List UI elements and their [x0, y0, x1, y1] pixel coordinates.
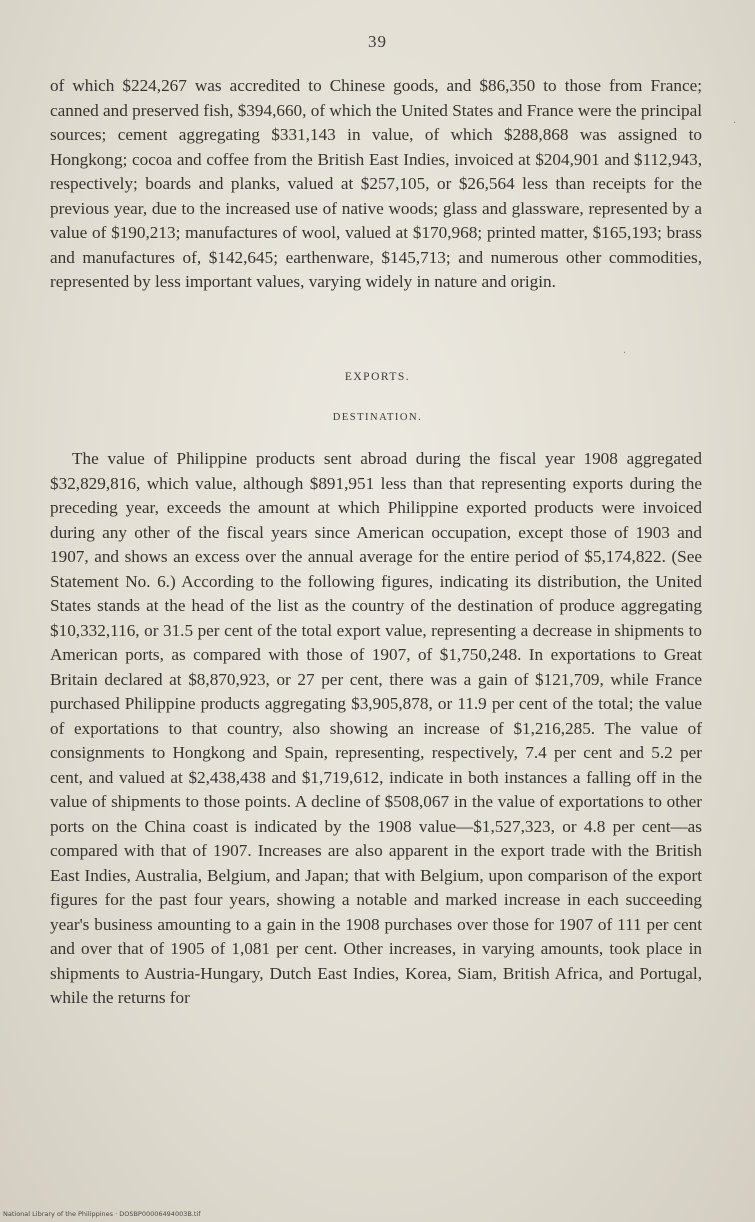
scan-footer-caption: National Library of the Philippines · DOSBP00006494003B.tif — [3, 1210, 201, 1218]
scan-speck: · — [733, 118, 737, 129]
page-number: 39 — [368, 32, 387, 51]
scan-speck: · — [623, 348, 627, 359]
section-heading-exports: EXPORTS. — [344, 371, 411, 383]
paragraph-exports-destination: The value of Philippine products sent abroad during the fiscal year 1908 aggregated $32,829,816, which value, although $891,951 less than that representing exports during the preceding year, exceeds the amount at which Philippine exported products were invoiced during any other of the fiscal years since American occupation, except those of 1903 and 1907, and shows an excess over the annual average for the entire period of $5,174,822. (See Statement No. 6.) According to the following figures, indicating its distribution, the United States stands at the head of the list as the country of the destination of produce aggregating $10,332,116, or 31.5 per cent of the total export value, representing a decrease in shipments to American ports, as compared with those of 1907, of $1,750,248. In exportations to Great Britain declared at $8,870,923, or 27 per cent, there was a gain of $121,709, while France purchased Philippine products aggregating $3,905,878, or 11.9 per cent of the total; the value of exportations to that country, also showing an increase of $1,216,285. The value of consignments to Hongkong and Spain, representing, respectively, 7.4 per cent and 5.2 per cent, and valued at $2,438,438 and $1,719,612, indicate in both instances a falling off in the value of shipments to those points. A decline of $508,067 in the value of exportations to other ports on the China coast is indicated by the 1908 value—$1,527,323, or 4.8 per cent—as compared with that of 1907. Increases are also apparent in the export trade with the British East Indies, Australia, Belgium, and Japan; that with Belgium, upon comparison of the export figures for the past four years, showing a notable and marked increase in each succeeding year's business amounting to a gain in the 1908 purchases over those for 1907 of 111 per cent and over that of 1905 of 1,081 per cent. Other increases, in varying amounts, took place in shipments to Austria-Hungary, Dutch East Indies, Korea, Siam, British Africa, and Portugal, while the returns for — [50, 449, 702, 1007]
paragraph-imports-continued: of which $224,267 was accredited to Chinese goods, and $86,350 to those from France; canned and preserved fish, $394,660, of which the United States and France were the principal sources; cement aggregating $331,143 in value, of which $288,868 was assigned to Hongkong; cocoa and coffee from the British East Indies, invoiced at $204,901 and $112,943, respectively; boards and planks, valued at $257,105, or $26,564 less than receipts for the previous year, due to the increased use of native woods; glass and glassware, represented by a value of $190,213; manufactures of wool, valued at $170,968; printed matter, $165,193; brass and manufactures of, $142,645; earthenware, $145,713; and numerous other commodities, represented by less important values, varying widely in nature and origin. — [50, 76, 702, 291]
subsection-heading-destination: DESTINATION. — [332, 412, 423, 423]
